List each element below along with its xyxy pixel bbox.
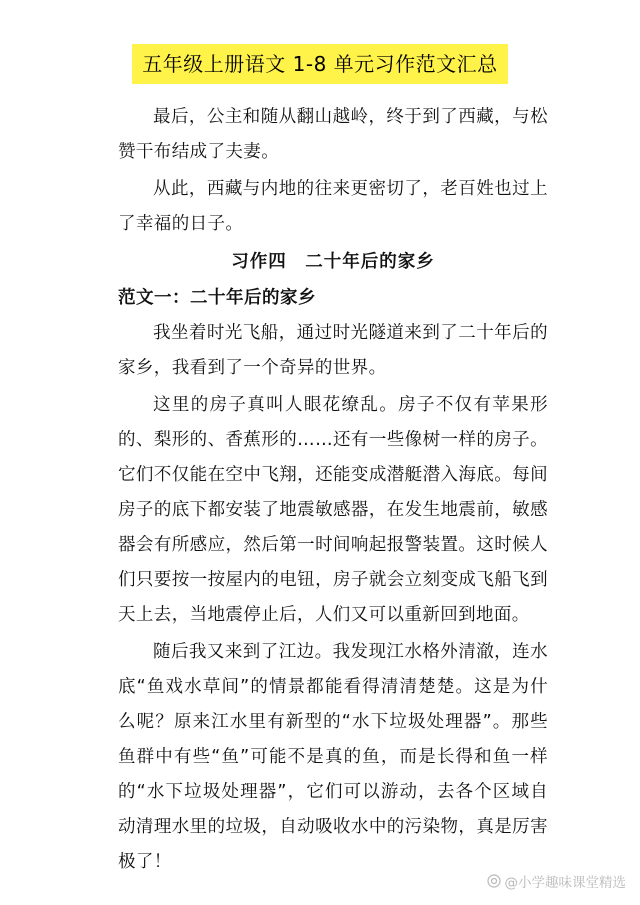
watermark [487,871,627,891]
paragraph-4: 这里的房子真叫人眼花缭乱。房子不仅有苹果形的、梨形的、香蕉形的……还有一些像树一样的房子。它们不仅能在空中飞翔，还能变成潜艇潜入海底。每间房子的底下都安装了地震敏感器，在发生地震前，敏感器会有所感应，然后第一时间响起报警装置。这时候人们只要按一按屋内的电钮，房子就会立刻变成飞船飞到天上去，当地震停止后，人们又可以重新回到地面。 [118,395,548,625]
paragraph-3: 我坐着时光飞船，通过时光隧道来到了二十年后的家乡，我看到了一个奇异的世界。 [118,323,548,378]
document-body [118,100,548,882]
paragraph-5: 随后我又来到了江边。我发现江水格外清澈，连水底“鱼戏水草间”的情景都能看得清清楚楚。这是为什么呢？原来江水里有新型的“水下垃圾处理器”。那些鱼群中有些“鱼”可能不是真的鱼，而是长得和鱼一样的“水下垃圾处理器”，它们可以游动，去各个区域自动清理水里的垃圾，自动吸收水中的污染物，真是厉害极了！ [118,642,548,872]
essay-subheading: 范文一：二十年后的家乡 [118,288,316,308]
section-heading: 习作四 二十年后的家乡 [231,252,435,272]
paragraph-2: 从此，西藏与内地的往来更密切了，老百姓也过上了幸福的日子。 [118,179,548,234]
camera-icon [487,874,501,888]
paragraph-1: 最后，公主和随从翻山越岭，终于到了西藏，与松赞干布结成了夫妻。 [118,107,548,162]
watermark-text: @小学趣味课堂精选 [504,875,626,891]
document-title: 五年级上册语文 1-8 单元习作范文汇总 [132,44,507,84]
header [0,44,640,84]
